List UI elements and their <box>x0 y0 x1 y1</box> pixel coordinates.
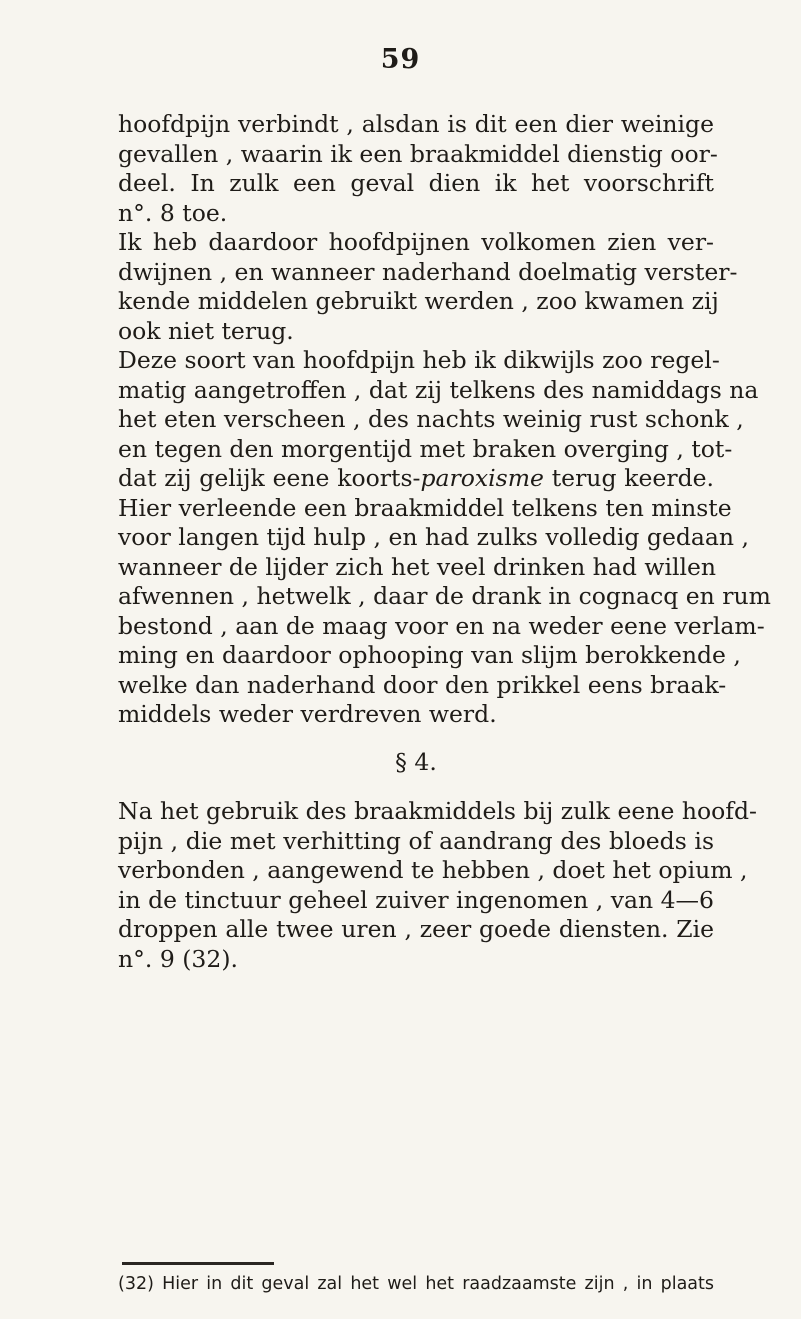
text-line: afwennen , hetwelk , daar de drank in cognacq en rum <box>118 582 771 610</box>
text-line: en tegen den morgentijd met braken overging , tot- <box>118 434 733 463</box>
text-line: Na het gebruik des braakmiddels bij zulk eene hoofd- <box>118 797 757 825</box>
text-line: Ik heb daardoor hoofdpijnen volkomen zien ver- <box>118 228 714 256</box>
paragraph <box>118 228 738 346</box>
section-heading: § 4. <box>395 747 437 776</box>
text-line-mixed <box>118 464 714 494</box>
text-line: hoofdpijn verbindt , alsdan is dit een dier weinige <box>118 110 714 138</box>
paragraph <box>118 797 757 974</box>
paragraph <box>118 346 771 730</box>
text-line: kende middelen gebruikt werden , zoo kwamen zij <box>118 287 719 315</box>
text-span: terug keerde. <box>543 464 714 492</box>
text-span: dat zij gelijk eene koorts- <box>118 464 421 492</box>
text-line: pijn , die met verhitting of aandrang des bloeds is <box>118 826 714 855</box>
footnote: (32) Hier in dit geval zal het wel het raadzaamste zijn , in plaats <box>118 1274 714 1294</box>
text-line: bestond , aan de maag voor en na weder eene verlam- <box>118 611 765 640</box>
text-line: wanneer de lijder zich het veel drinken had willen <box>118 552 717 581</box>
text-line: n°. 8 toe. <box>118 198 228 227</box>
text-line: het eten verscheen , des nachts weinig rust schonk , <box>118 405 744 433</box>
text-line: voor langen tijd hulp , en had zulks volledig gedaan , <box>118 523 749 551</box>
paragraph <box>118 110 718 228</box>
text-line: in de tinctuur geheel zuiver ingenomen , van 4—6 <box>118 885 714 914</box>
text-line: gevallen , waarin ik een braakmiddel dienstig oor- <box>118 139 718 168</box>
text-line: ook niet terug. <box>118 316 294 345</box>
body-text <box>118 110 771 974</box>
italic-term: paroxisme <box>420 464 544 492</box>
text-line: middels weder verdreven werd. <box>118 700 497 728</box>
text-line: n°. 9 (32). <box>118 944 238 973</box>
page-number: 59 <box>380 44 421 75</box>
footnote-divider <box>122 1262 274 1265</box>
text-line: Hier verleende een braakmiddel telkens ten minste <box>118 493 732 522</box>
text-line: verbonden , aangewend te hebben , doet het opium , <box>118 856 748 884</box>
text-line: droppen alle twee uren , zeer goede diensten. Zie <box>118 915 714 943</box>
text-line: matig aangetroffen , dat zij telkens des namiddags na <box>118 375 759 404</box>
text-line: Deze soort van hoofdpijn heb ik dikwijls zoo regel- <box>118 346 720 374</box>
text-line: ming en daardoor ophooping van slijm berokkende , <box>118 641 741 669</box>
text-line: dwijnen , en wanneer naderhand doelmatig verster- <box>118 257 738 286</box>
text-line: welke dan naderhand door den prikkel eens braak- <box>118 670 727 699</box>
text-line: deel. In zulk een geval dien ik het voorschrift <box>118 169 714 197</box>
